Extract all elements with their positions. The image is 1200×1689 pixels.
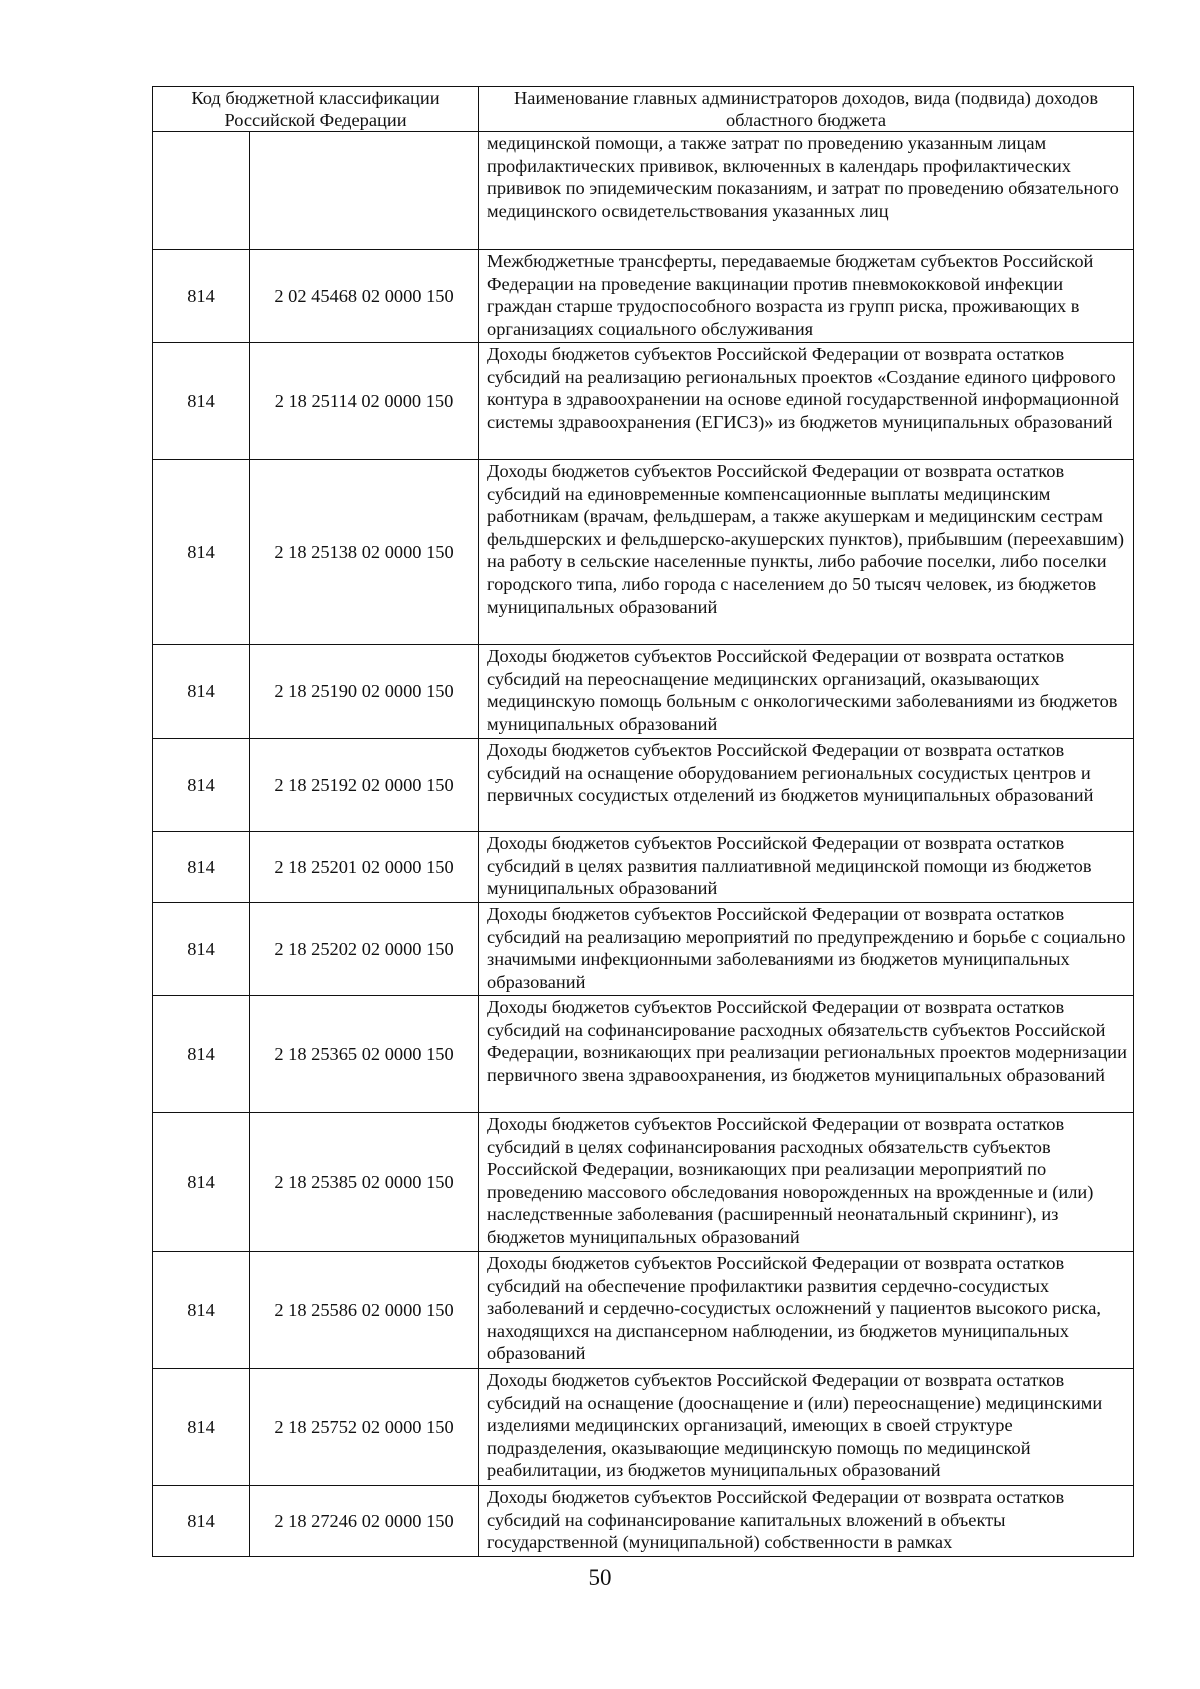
revenue-name-cell: Доходы бюджетов субъектов Российской Федерации от возврата остатков субсидий на софинансирование расходных обязательств субъектов Российской Федерации, возникающих при реализации региональных проектов модернизации первичного звена здравоохранения, из бюджетов муниципальных образований xyxy=(479,996,1134,1113)
revenue-code-cell: 2 18 25202 02 0000 150 xyxy=(250,903,479,996)
table-row xyxy=(153,132,1134,250)
revenue-code-cell: 2 18 25138 02 0000 150 xyxy=(250,460,479,645)
revenue-code-cell xyxy=(250,132,479,250)
revenue-name-cell: Доходы бюджетов субъектов Российской Федерации от возврата остатков субсидий на софинансирование капитальных вложений в объекты государственной (муниципальной) собственности в рамках xyxy=(479,1486,1134,1557)
admin-code-cell: 814 xyxy=(153,739,250,832)
admin-code-cell: 814 xyxy=(153,250,250,343)
admin-code-cell: 814 xyxy=(153,460,250,645)
table-row xyxy=(153,996,1134,1113)
admin-code-cell: 814 xyxy=(153,343,250,460)
revenue-name-cell: Доходы бюджетов субъектов Российской Федерации от возврата остатков субсидий на оснащение (дооснащение и (или) переоснащение) медицинскими изделиями медицинских организаций, имеющих в своей структуре подразделения, оказывающие медицинскую помощь по медицинской реабилитации, из бюджетов муниципальных образований xyxy=(479,1369,1134,1486)
admin-code-cell: 814 xyxy=(153,1486,250,1557)
revenue-name-cell: Доходы бюджетов субъектов Российской Федерации от возврата остатков субсидий на оснащение оборудованием региональных сосудистых центров и первичных сосудистых отделений из бюджетов муниципальных образований xyxy=(479,739,1134,832)
admin-code-cell xyxy=(153,132,250,250)
revenue-codes-table xyxy=(152,86,1134,1557)
table-row xyxy=(153,1369,1134,1486)
table-row xyxy=(153,1252,1134,1369)
table-row xyxy=(153,1113,1134,1252)
table-row xyxy=(153,250,1134,343)
revenue-name-cell: Доходы бюджетов субъектов Российской Федерации от возврата остатков субсидий на единовременные компенсационные выплаты медицинским работникам (врачам, фельдшерам, а также акушеркам и медицинским сестрам фельдшерских и фельдшерско-акушерских пунктов), прибывшим (переехавшим) на работу в сельские населенные пункты, либо рабочие поселки, либо поселки городского типа, либо города с населением до 50 тысяч человек, из бюджетов муниципальных образований xyxy=(479,460,1134,645)
table-row xyxy=(153,1486,1134,1557)
revenue-code-cell: 2 02 45468 02 0000 150 xyxy=(250,250,479,343)
revenue-code-cell: 2 18 27246 02 0000 150 xyxy=(250,1486,479,1557)
revenue-name-cell: Доходы бюджетов субъектов Российской Федерации от возврата остатков субсидий на переоснащение медицинских организаций, оказывающих медицинскую помощь больным с онкологическими заболеваниями из бюджетов муниципальных образований xyxy=(479,645,1134,739)
revenue-name-cell: медицинской помощи, а также затрат по проведению указанным лицам профилактических прививок, включенных в календарь профилактических прививок по эпидемическим показаниям, и затрат по проведению обязательного медицинского освидетельствования указанных лиц xyxy=(479,132,1134,250)
revenue-name-cell: Доходы бюджетов субъектов Российской Федерации от возврата остатков субсидий на реализацию мероприятий по предупреждению и борьбе с социально значимыми инфекционными заболеваниями из бюджетов муниципальных образований xyxy=(479,903,1134,996)
revenue-code-cell: 2 18 25365 02 0000 150 xyxy=(250,996,479,1113)
revenue-name-cell: Доходы бюджетов субъектов Российской Федерации от возврата остатков субсидий в целях развития паллиативной медицинской помощи из бюджетов муниципальных образований xyxy=(479,832,1134,903)
revenue-name-cell: Доходы бюджетов субъектов Российской Федерации от возврата остатков субсидий на реализацию региональных проектов «Создание единого цифрового контура в здравоохранении на основе единой государственной информационной системы здравоохранения (ЕГИСЗ)» из бюджетов муниципальных образований xyxy=(479,343,1134,460)
table-row xyxy=(153,903,1134,996)
revenue-code-cell: 2 18 25114 02 0000 150 xyxy=(250,343,479,460)
revenue-code-cell: 2 18 25752 02 0000 150 xyxy=(250,1369,479,1486)
admin-code-cell: 814 xyxy=(153,832,250,903)
admin-code-cell: 814 xyxy=(153,645,250,739)
admin-code-cell: 814 xyxy=(153,996,250,1113)
admin-code-cell: 814 xyxy=(153,1369,250,1486)
revenue-name-cell: Межбюджетные трансферты, передаваемые бюджетам субъектов Российской Федерации на проведение вакцинации против пневмококковой инфекции граждан старше трудоспособного возраста из групп риска, проживающих в организациях социального обслуживания xyxy=(479,250,1134,343)
revenue-name-cell: Доходы бюджетов субъектов Российской Федерации от возврата остатков субсидий на обеспечение профилактики развития сердечно-сосудистых заболеваний и сердечно-сосудистых осложнений у пациентов высокого риска, находящихся на диспансерном наблюдении, из бюджетов муниципальных образований xyxy=(479,1252,1134,1369)
admin-code-cell: 814 xyxy=(153,903,250,996)
page-number: 50 xyxy=(588,1565,612,1590)
table-row xyxy=(153,832,1134,903)
revenue-code-cell: 2 18 25385 02 0000 150 xyxy=(250,1113,479,1252)
revenue-code-cell: 2 18 25190 02 0000 150 xyxy=(250,645,479,739)
table-row xyxy=(153,739,1134,832)
admin-code-cell: 814 xyxy=(153,1252,250,1369)
revenue-code-cell: 2 18 25192 02 0000 150 xyxy=(250,739,479,832)
header-name: Наименование главных администраторов доходов, вида (подвида) доходов областного бюджета xyxy=(479,87,1134,132)
table-row xyxy=(153,343,1134,460)
revenue-name-cell: Доходы бюджетов субъектов Российской Федерации от возврата остатков субсидий в целях софинансирования расходных обязательств субъектов Российской Федерации, возникающих при реализации мероприятий по проведению массового обследования новорожденных на врожденные и (или) наследственные заболевания (расширенный неонатальный скрининг), из бюджетов муниципальных образований xyxy=(479,1113,1134,1252)
revenue-code-cell: 2 18 25586 02 0000 150 xyxy=(250,1252,479,1369)
revenue-code-cell: 2 18 25201 02 0000 150 xyxy=(250,832,479,903)
admin-code-cell: 814 xyxy=(153,1113,250,1252)
header-code-group: Код бюджетной классификации Российской Федерации xyxy=(153,87,479,132)
table-header-row xyxy=(153,87,1134,132)
table-row xyxy=(153,645,1134,739)
table-row xyxy=(153,460,1134,645)
